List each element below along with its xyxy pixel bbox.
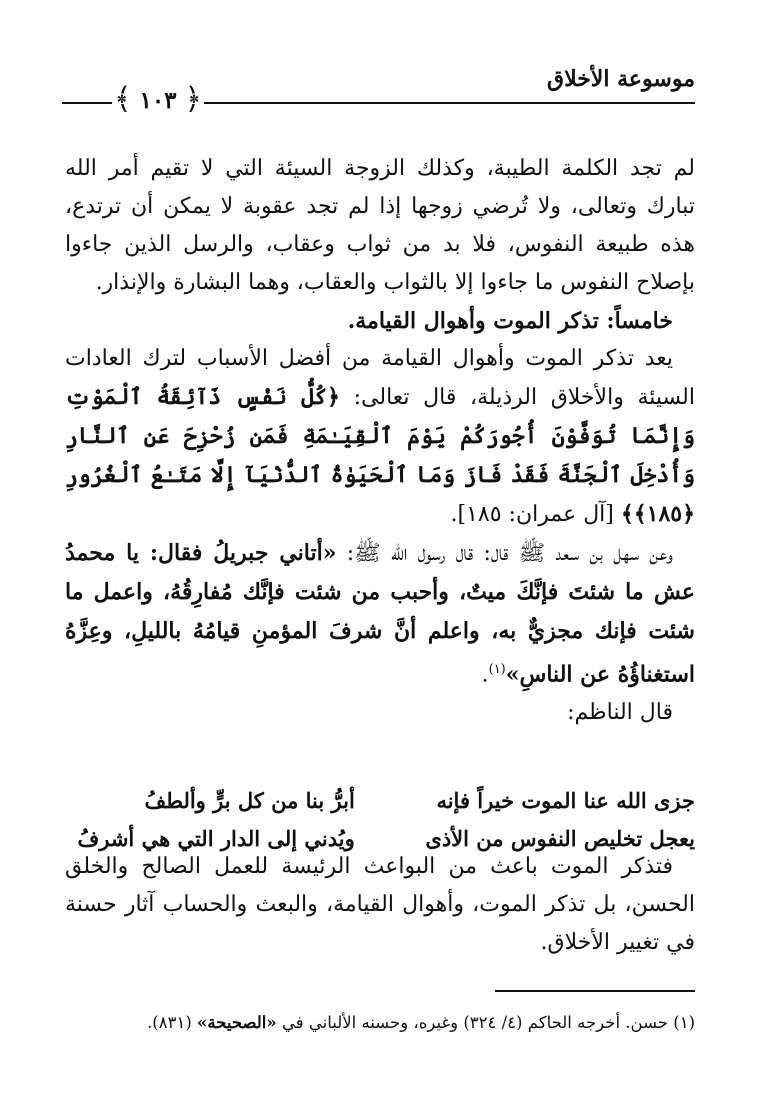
paragraph-1: لم تجد الكلمة الطيبة، وكذلك الزوجة السيئة التي لا تقيم أمر الله تبارك وتعالى، ولا تُرضي زوجها إذا لم تجد عقوبة لا يمكن أن ترتدع، هذه طبيعة النفوس، فلا بد من ثواب وعقاب، والرسل الذين جاءوا بإصلاح النفوس ما جاءوا إلا بالثواب والعقاب، وهما البشارة والإنذار. <box>65 156 695 295</box>
poem-line <box>65 782 695 820</box>
footnote-text-start: حسن. أخرجه الحاكم (٤/ ٣٢٤) وغيره، وحسنه الألباني في <box>276 1013 674 1032</box>
paragraph-2-intro: يعد تذكر الموت وأهوال القيامة من أفضل الأسباب لترك العادات السيئة والأخلاق الرذيلة، قال تعالى: <box>65 346 695 410</box>
hadith-intro: وعن سهل بن سعد ﷺ قال: قال رسول الله ﷺ: <box>336 541 673 566</box>
quran-verse: ﴿كُلُّ نَفْسٍ ذَآئِقَةُ ٱلْمَوْتِ وَإِنَّمَا تُوَفَّوْنَ أُجُورَكُمْ يَوْمَ ٱلْقِيَـٰمَةِ فَمَن زُحْزِحَ عَنِ ٱلنَّارِ وَأُدْخِلَ ٱلْجَنَّةَ فَقَدْ فَازَ وَمَا ٱلْحَيَوٰةُ ٱلدُّنْيَآ إِلَّا مَتَـٰعُ ٱلْغُرُورِ ﴿١٨٥﴾﴾ <box>65 384 695 527</box>
hadith-paragraph <box>65 534 695 694</box>
quran-reference: [آل عمران: ١٨٥]. <box>450 502 621 527</box>
closing-text <box>65 848 695 962</box>
hadith-end: . <box>481 662 489 688</box>
footnote-book-title: «الصحيحة» <box>197 1013 277 1032</box>
ornament-bracket-right: ﴿ <box>184 82 202 117</box>
main-text <box>65 150 695 732</box>
poem-hemistich-left: أبرُّ بنا من كل برٍّ وألطفُ <box>144 788 355 813</box>
footnote <box>65 1010 695 1036</box>
poem-hemistich-left: ويُدني إلى الدار التي هي أشرفُ <box>77 826 355 851</box>
book-title: موسوعة الأخلاق <box>547 66 695 92</box>
section-heading: خامساً: تذكر الموت وأهوال القيامة. <box>347 308 673 334</box>
hadith-footnote-marker: (١) <box>488 662 506 677</box>
closing-paragraph: فتذكر الموت باعث من البواعث الرئيسة للعمل الصالح والخلق الحسن، بل تذكر الموت، وأهوال القيامة، والبعث والحساب آثار حسنة في تغيير الأخلاق. <box>65 854 695 955</box>
footnote-rule <box>495 990 695 992</box>
page-number: ١٠٣ <box>139 87 177 114</box>
page-number-ornament <box>112 84 204 118</box>
poem-hemistich-right: جزى الله عنا الموت خيراً فإنه <box>436 788 695 813</box>
footnote-marker: (١) <box>673 1013 695 1032</box>
paragraph-2 <box>65 340 695 534</box>
poet-intro: قال الناظم: <box>567 700 673 726</box>
hadith-text: «أتاني جبريلُ فقال: يا محمدُ عش ما شئتَ فإنَّكَ ميتٌ، وأحبب من شئت فإنَّك مُفارِقُهُ، واعمل ما شئت فإنك مجزيٌّ به، واعلم أنَّ شرفَ المؤمنِ قيامُهُ بالليلِ، وعِزَّهُ استغناؤُهُ عن الناسِ» <box>65 540 695 688</box>
ornament-bracket-left: ﴾ <box>114 82 132 117</box>
page-header <box>62 58 695 117</box>
poem-hemistich-right: يعجل تخليص النفوس من الأذى <box>425 826 695 851</box>
footnote-text-end: (٨٣١). <box>147 1013 198 1032</box>
poem <box>65 782 695 858</box>
